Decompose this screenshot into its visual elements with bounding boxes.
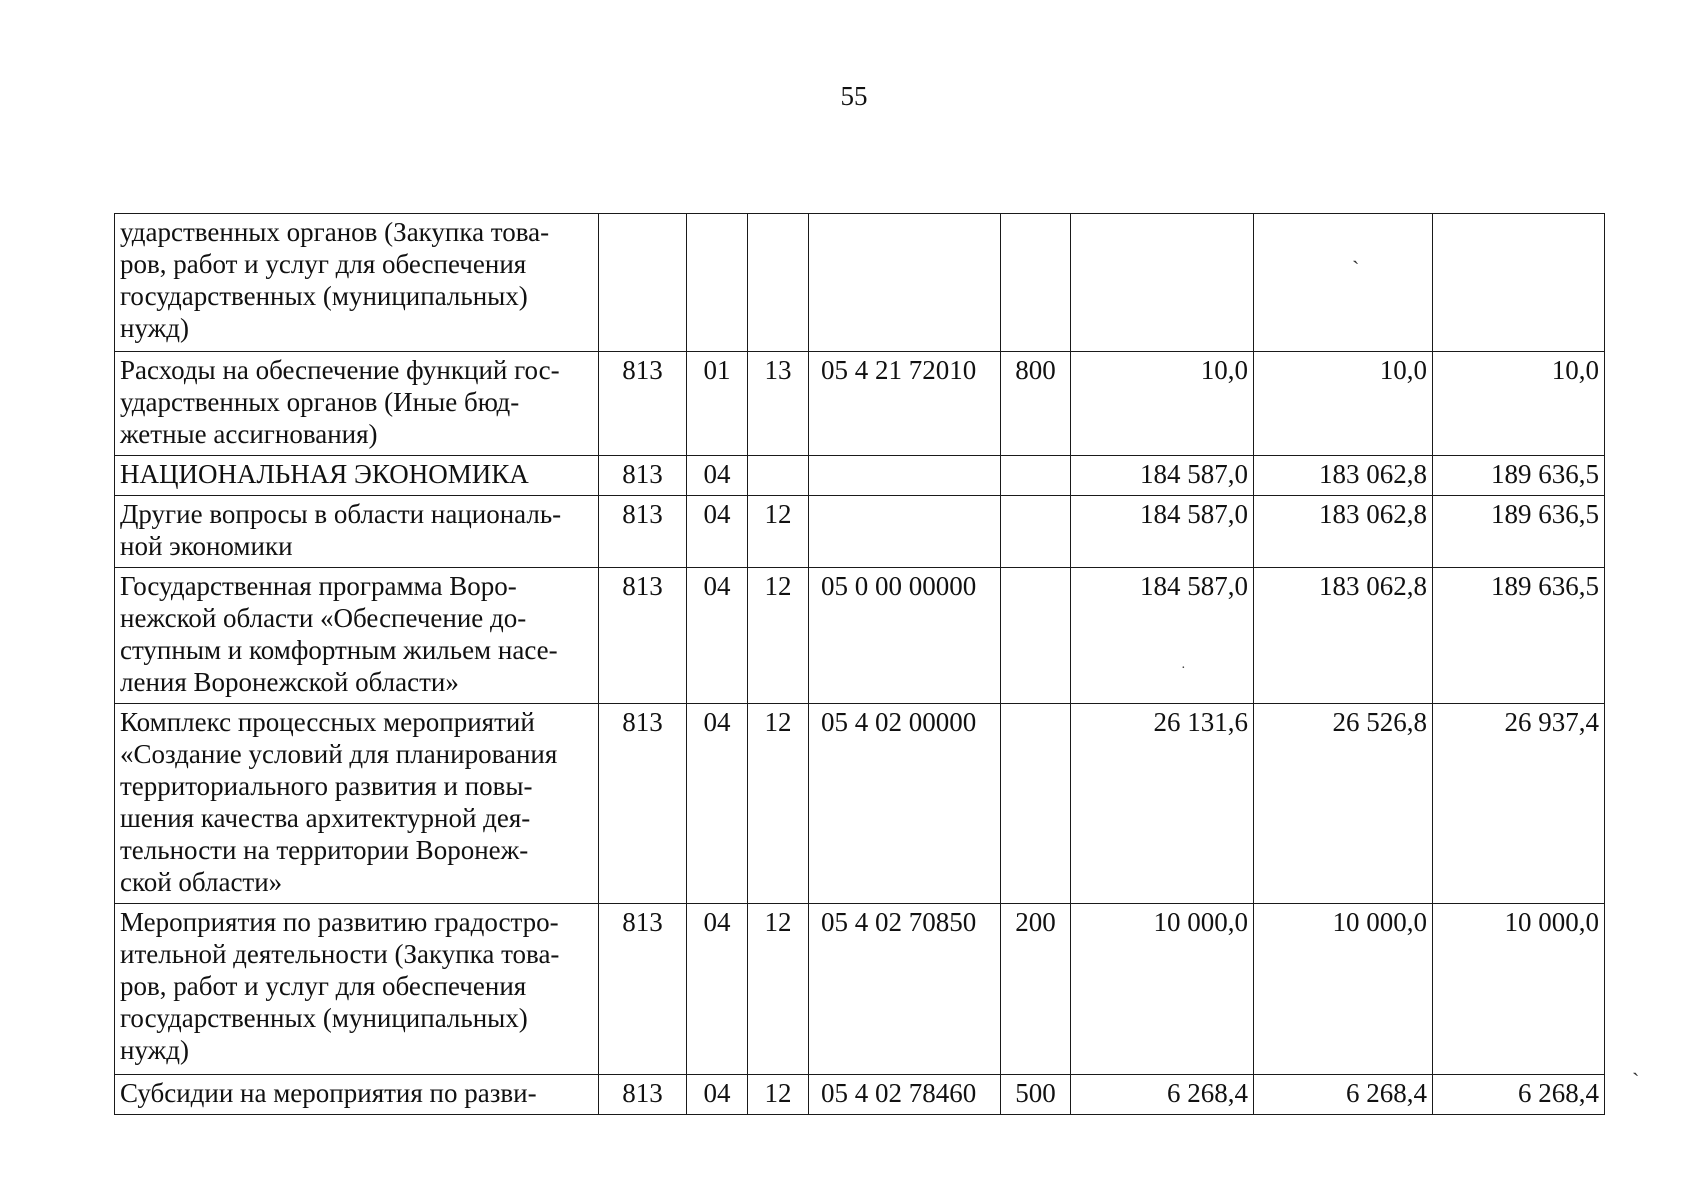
item-name-line: Мероприятия по развитию градостро- [120, 907, 559, 937]
grbs-cell: 813 [599, 904, 687, 1075]
grbs-cell: 813 [599, 496, 687, 568]
item-name-line: шения качества архитектурной дея- [120, 803, 531, 833]
table-row [115, 1075, 1605, 1115]
target-article-cell: 05 0 00 00000 [809, 568, 1001, 704]
item-name-line: ительной деятельности (Закупка това- [120, 939, 560, 969]
item-name-cell [115, 214, 599, 352]
section-cell [687, 214, 748, 352]
amount-year-2-cell: 10,0 [1254, 352, 1433, 456]
page-number: 55 [840, 81, 868, 111]
scan-speck: · [1181, 661, 1186, 676]
item-name-line: «Создание условий для планирования [120, 739, 558, 769]
amount-year-3-cell: 26 937,4 [1433, 704, 1605, 904]
target-article-cell: 05 4 02 70850 [809, 904, 1001, 1075]
target-article-cell [809, 496, 1001, 568]
section-cell: 04 [687, 1075, 748, 1115]
amount-year-2-cell: 183 062,8 [1254, 496, 1433, 568]
item-name-line: ской области» [120, 867, 283, 897]
item-name-cell [115, 568, 599, 704]
subsection-cell [748, 214, 809, 352]
subsection-cell: 12 [748, 1075, 809, 1115]
scan-speck: ˋ [1632, 1068, 1640, 1093]
expense-type-cell [1001, 568, 1071, 704]
amount-year-2-cell: 10 000,0 [1254, 904, 1433, 1075]
table-row [115, 214, 1605, 352]
subsection-cell: 13 [748, 352, 809, 456]
amount-year-2-cell: 6 268,4 [1254, 1075, 1433, 1115]
item-name-line: государственных (муниципальных) [120, 281, 528, 311]
amount-year-3-cell: 189 636,5 [1433, 456, 1605, 496]
amount-year-2-cell: 26 526,8 [1254, 704, 1433, 904]
table-body [115, 214, 1605, 1115]
item-name-line: территориального развития и повы- [120, 771, 533, 801]
target-article-cell: 05 4 02 00000 [809, 704, 1001, 904]
item-name-cell [115, 904, 599, 1075]
amount-year-3-cell: 10 000,0 [1433, 904, 1605, 1075]
item-name-line: государственных (муниципальных) [120, 1003, 528, 1033]
section-cell: 01 [687, 352, 748, 456]
expense-type-cell: 800 [1001, 352, 1071, 456]
item-name-line: нужд) [120, 1035, 189, 1065]
budget-table [114, 213, 1605, 1115]
item-name-line: нужд) [120, 313, 189, 343]
target-article-cell: 05 4 02 78460 [809, 1075, 1001, 1115]
item-name-line: Государственная программа Воро- [120, 571, 517, 601]
subsection-cell: 12 [748, 496, 809, 568]
amount-year-2-cell: 183 062,8 [1254, 456, 1433, 496]
section-cell: 04 [687, 704, 748, 904]
expense-type-cell [1001, 704, 1071, 904]
target-article-cell [809, 214, 1001, 352]
grbs-cell: 813 [599, 352, 687, 456]
expense-type-cell [1001, 214, 1071, 352]
item-name-line: Субсидии на мероприятия по разви- [120, 1078, 537, 1108]
amount-year-1-cell: 184 587,0 [1071, 456, 1254, 496]
item-name-line: Комплекс процессных мероприятий [120, 707, 535, 737]
amount-year-3-cell: 10,0 [1433, 352, 1605, 456]
amount-year-3-cell: 6 268,4 [1433, 1075, 1605, 1115]
section-cell: 04 [687, 904, 748, 1075]
item-name-line: Другие вопросы в области националь- [120, 499, 562, 529]
item-name-cell [115, 352, 599, 456]
amount-year-3-cell: 189 636,5 [1433, 568, 1605, 704]
grbs-cell [599, 214, 687, 352]
item-name-line: ров, работ и услуг для обеспечения [120, 249, 527, 279]
amount-year-1-cell: 6 268,4 [1071, 1075, 1254, 1115]
expense-type-cell: 200 [1001, 904, 1071, 1075]
table-row [115, 352, 1605, 456]
item-name-line: ной экономики [120, 531, 293, 561]
table-row [115, 704, 1605, 904]
table-row [115, 456, 1605, 496]
subsection-cell [748, 456, 809, 496]
item-name-line: ударственных органов (Закупка това- [120, 217, 550, 247]
amount-year-3-cell: 189 636,5 [1433, 496, 1605, 568]
item-name-line: НАЦИОНАЛЬНАЯ ЭКОНОМИКА [120, 459, 529, 489]
item-name-line: ров, работ и услуг для обеспечения [120, 971, 527, 1001]
item-name-line: Расходы на обеспечение функций гос- [120, 355, 560, 385]
item-name-cell [115, 1075, 599, 1115]
item-name-line: ления Воронежской области» [120, 667, 459, 697]
item-name-line: ударственных органов (Иные бюд- [120, 387, 520, 417]
amount-year-3-cell [1433, 214, 1605, 352]
item-name-cell [115, 496, 599, 568]
grbs-cell: 813 [599, 1075, 687, 1115]
target-article-cell: 05 4 21 72010 [809, 352, 1001, 456]
subsection-cell: 12 [748, 704, 809, 904]
item-name-line: нежской области «Обеспечение до- [120, 603, 527, 633]
section-cell: 04 [687, 456, 748, 496]
section-cell: 04 [687, 496, 748, 568]
grbs-cell: 813 [599, 456, 687, 496]
amount-year-2-cell: 183 062,8 [1254, 568, 1433, 704]
table-row [115, 568, 1605, 704]
amount-year-1-cell: 184 587,0 [1071, 568, 1254, 704]
item-name-cell [115, 704, 599, 904]
item-name-cell [115, 456, 599, 496]
amount-year-1-cell [1071, 214, 1254, 352]
item-name-line: ступным и комфортным жильем насе- [120, 635, 558, 665]
subsection-cell: 12 [748, 568, 809, 704]
amount-year-1-cell: 26 131,6 [1071, 704, 1254, 904]
grbs-cell: 813 [599, 568, 687, 704]
amount-year-1-cell: 184 587,0 [1071, 496, 1254, 568]
subsection-cell: 12 [748, 904, 809, 1075]
amount-year-1-cell: 10,0 [1071, 352, 1254, 456]
scan-speck: ˋ [1352, 256, 1360, 281]
amount-year-2-cell [1254, 214, 1433, 352]
item-name-line: жетные ассигнования) [120, 419, 378, 449]
target-article-cell [809, 456, 1001, 496]
grbs-cell: 813 [599, 704, 687, 904]
expense-type-cell [1001, 496, 1071, 568]
table-row [115, 904, 1605, 1075]
amount-year-1-cell: 10 000,0 [1071, 904, 1254, 1075]
table-row [115, 496, 1605, 568]
section-cell: 04 [687, 568, 748, 704]
item-name-line: тельности на территории Воронеж- [120, 835, 529, 865]
expense-type-cell: 500 [1001, 1075, 1071, 1115]
expense-type-cell [1001, 456, 1071, 496]
